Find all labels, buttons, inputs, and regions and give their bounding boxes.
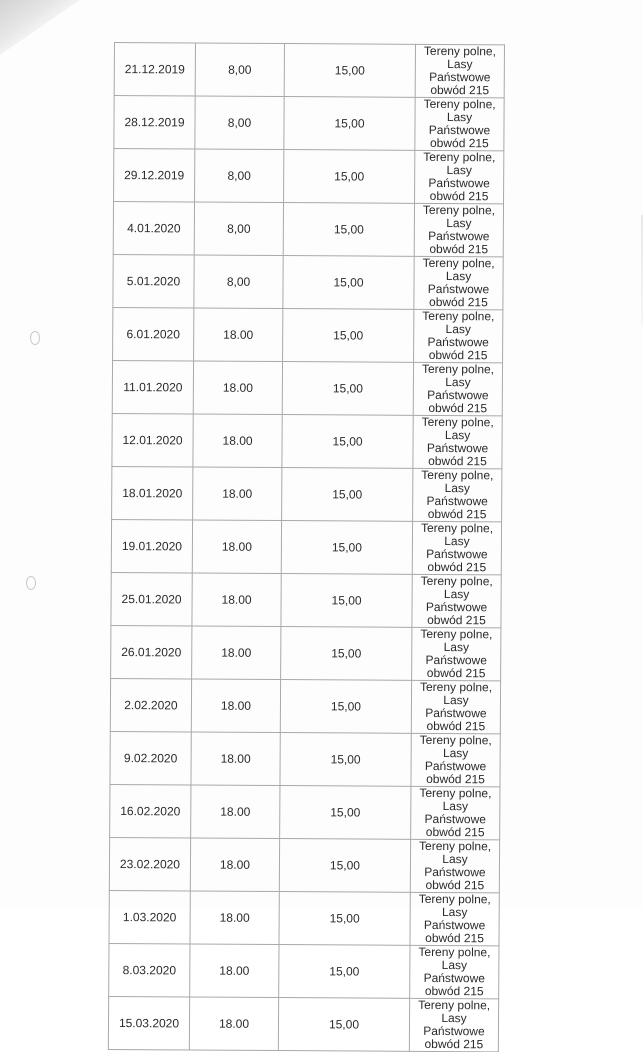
location-line: Lasy Państwowe	[427, 375, 489, 403]
start-time-cell: 18.00	[192, 573, 281, 627]
location-line: Lasy Państwowe	[423, 1011, 485, 1039]
table-row	[108, 996, 498, 1051]
end-time-cell: 15,00	[282, 362, 413, 416]
location-line: Tereny polne,	[419, 732, 492, 748]
location-line: Lasy Państwowe	[424, 746, 487, 774]
location-line: obwód 215	[427, 506, 487, 522]
location-line: Tereny polne,	[420, 520, 494, 536]
location-line: Tereny polne,	[423, 43, 497, 59]
location-cell	[415, 97, 504, 151]
table-row	[114, 149, 504, 204]
date-cell: 12.01.2020	[112, 413, 193, 466]
end-time-cell: 15,00	[278, 998, 409, 1052]
location-cell	[413, 468, 502, 522]
location-line: obwód 215	[428, 400, 488, 416]
date-cell: 29.12.2019	[114, 149, 195, 202]
location-cell	[409, 998, 498, 1052]
location-cell	[410, 892, 499, 946]
date-cell: 2.02.2020	[110, 678, 191, 731]
table-row	[109, 837, 499, 892]
table-row	[113, 254, 503, 309]
location-line: obwód 215	[425, 930, 484, 946]
location-line: Tereny polne,	[419, 838, 492, 854]
location-line: obwód 215	[428, 347, 488, 363]
start-time-cell: 18.00	[190, 838, 279, 892]
location-line: obwód 215	[426, 718, 486, 734]
end-time-cell: 15,00	[280, 680, 411, 734]
location-line: Lasy Państwowe	[426, 534, 488, 562]
location-line: obwód 215	[427, 559, 487, 575]
end-time-cell: 15,00	[281, 627, 412, 681]
end-time-cell: 15,00	[280, 733, 411, 787]
date-cell: 15.03.2020	[108, 996, 189, 1049]
location-line: Tereny polne,	[419, 679, 493, 695]
end-time-cell: 15,00	[283, 203, 414, 257]
location-line: obwód 215	[428, 453, 487, 469]
location-line: Lasy Państwowe	[428, 163, 490, 191]
date-cell: 8.03.2020	[109, 943, 190, 996]
location-cell	[414, 309, 503, 363]
location-line: Tereny polne,	[422, 202, 496, 218]
end-time-cell: 15,00	[283, 309, 414, 363]
location-line: Lasy Państwowe	[423, 958, 486, 986]
location-line: Lasy Państwowe	[426, 481, 488, 509]
location-cell	[412, 521, 501, 575]
start-time-cell: 8,00	[195, 149, 284, 203]
end-time-cell: 15,00	[284, 150, 415, 204]
location-line: Tereny polne,	[422, 255, 495, 271]
end-time-cell: 15,00	[279, 892, 410, 946]
table-row	[112, 360, 502, 415]
start-time-cell: 18.00	[193, 361, 282, 415]
table-row	[109, 943, 499, 998]
date-cell: 16.02.2020	[110, 784, 191, 837]
start-time-cell: 18.00	[191, 732, 280, 786]
start-time-cell: 18.00	[193, 467, 282, 521]
table-row	[110, 731, 500, 786]
date-cell: 19.01.2020	[111, 519, 192, 572]
location-line: obwód 215	[426, 665, 486, 681]
end-time-cell: 15,00	[284, 97, 415, 151]
table-row	[111, 519, 501, 574]
location-line: Lasy Państwowe	[424, 852, 486, 880]
location-cell	[411, 786, 500, 840]
location-line: Tereny polne,	[421, 361, 495, 377]
location-line: Lasy Państwowe	[425, 587, 488, 615]
location-cell	[411, 680, 500, 734]
table-row	[112, 466, 502, 521]
date-cell: 1.03.2020	[109, 890, 190, 943]
location-line: Tereny polne,	[423, 96, 496, 112]
location-line: Lasy Państwowe	[429, 57, 491, 85]
end-time-cell: 15,00	[283, 256, 414, 310]
date-cell: 6.01.2020	[113, 307, 194, 360]
start-time-cell: 18.00	[189, 997, 278, 1051]
location-cell	[412, 574, 501, 628]
location-line: Tereny polne,	[422, 308, 495, 324]
date-cell: 23.02.2020	[109, 837, 190, 890]
location-line: Lasy Państwowe	[424, 799, 486, 827]
location-cell	[410, 945, 499, 999]
location-cell	[415, 44, 504, 98]
date-cell: 21.12.2019	[114, 43, 195, 96]
date-cell: 26.01.2020	[111, 625, 192, 678]
location-line: Tereny polne,	[418, 891, 491, 907]
table-row	[113, 202, 503, 257]
date-cell: 9.02.2020	[110, 731, 191, 784]
table-row	[113, 307, 503, 362]
end-time-cell: 15,00	[282, 415, 413, 469]
punch-hole-mark	[30, 331, 40, 345]
location-line: obwód 215	[425, 824, 485, 840]
location-cell	[414, 256, 503, 310]
start-time-cell: 8,00	[194, 202, 283, 256]
location-cell	[414, 203, 503, 257]
location-line: obwód 215	[425, 877, 485, 893]
date-cell: 28.12.2019	[114, 96, 195, 149]
start-time-cell: 18.00	[193, 414, 282, 468]
end-time-cell: 15,00	[281, 521, 412, 575]
location-cell	[412, 627, 501, 681]
location-line: Tereny polne,	[418, 944, 491, 960]
end-time-cell: 15,00	[284, 44, 415, 98]
table-row	[114, 96, 504, 151]
date-cell: 4.01.2020	[113, 202, 194, 255]
start-time-cell: 18.00	[192, 626, 281, 680]
end-time-cell: 15,00	[279, 945, 410, 999]
location-line: Tereny polne,	[420, 626, 493, 642]
table-row	[110, 678, 500, 733]
location-line: Lasy Państwowe	[428, 110, 491, 138]
schedule-table	[108, 42, 505, 1052]
punch-hole-mark	[26, 576, 36, 590]
start-time-cell: 18.00	[194, 308, 283, 362]
table-row	[111, 625, 501, 680]
location-line: obwód 215	[430, 82, 490, 98]
location-line: Tereny polne,	[418, 997, 491, 1013]
location-line: obwód 215	[426, 771, 485, 787]
location-line: Lasy Państwowe	[426, 428, 489, 456]
table-row	[110, 784, 500, 839]
table-row	[112, 413, 502, 468]
location-line: obwód 215	[429, 241, 489, 257]
location-cell	[413, 415, 502, 469]
start-time-cell: 8,00	[195, 96, 284, 150]
location-line: obwód 215	[427, 612, 486, 628]
location-line: obwód 215	[429, 294, 488, 310]
end-time-cell: 15,00	[279, 839, 410, 893]
date-cell: 5.01.2020	[113, 254, 194, 307]
start-time-cell: 18.00	[191, 785, 280, 839]
table-row	[111, 572, 501, 627]
start-time-cell: 18.00	[190, 944, 279, 998]
location-line: obwód 215	[424, 1036, 484, 1052]
table-row	[114, 43, 504, 98]
start-time-cell: 8,00	[195, 43, 284, 97]
location-line: Lasy Państwowe	[425, 640, 487, 668]
location-cell	[411, 733, 500, 787]
location-line: obwód 215	[429, 135, 489, 151]
date-cell: 25.01.2020	[111, 572, 192, 625]
date-cell: 11.01.2020	[112, 360, 193, 413]
location-line: Lasy Państwowe	[427, 322, 489, 350]
location-line: Tereny polne,	[420, 573, 493, 589]
location-cell	[413, 362, 502, 416]
schedule-table-container	[108, 42, 500, 1052]
start-time-cell: 8,00	[194, 255, 283, 309]
end-time-cell: 15,00	[281, 574, 412, 628]
location-line: Lasy Państwowe	[428, 216, 490, 244]
location-cell	[410, 839, 499, 893]
folded-corner-shadow	[0, 0, 80, 55]
start-time-cell: 18.00	[192, 520, 281, 574]
end-time-cell: 15,00	[282, 468, 413, 522]
location-line: Lasy Państwowe	[427, 269, 490, 297]
location-line: obwód 215	[429, 188, 489, 204]
location-line: obwód 215	[424, 983, 484, 999]
schedule-table-body	[108, 43, 504, 1052]
location-line: Tereny polne,	[421, 414, 494, 430]
date-cell: 18.01.2020	[112, 466, 193, 519]
location-line: Tereny polne,	[423, 149, 496, 165]
location-cell	[415, 150, 504, 204]
start-time-cell: 18.00	[190, 891, 279, 945]
start-time-cell: 18.00	[191, 679, 280, 733]
location-line: Tereny polne,	[419, 785, 492, 801]
location-line: Tereny polne,	[421, 467, 494, 483]
location-line: Lasy Państwowe	[425, 693, 487, 721]
end-time-cell: 15,00	[280, 786, 411, 840]
location-line: Lasy Państwowe	[423, 905, 486, 933]
table-row	[109, 890, 499, 945]
